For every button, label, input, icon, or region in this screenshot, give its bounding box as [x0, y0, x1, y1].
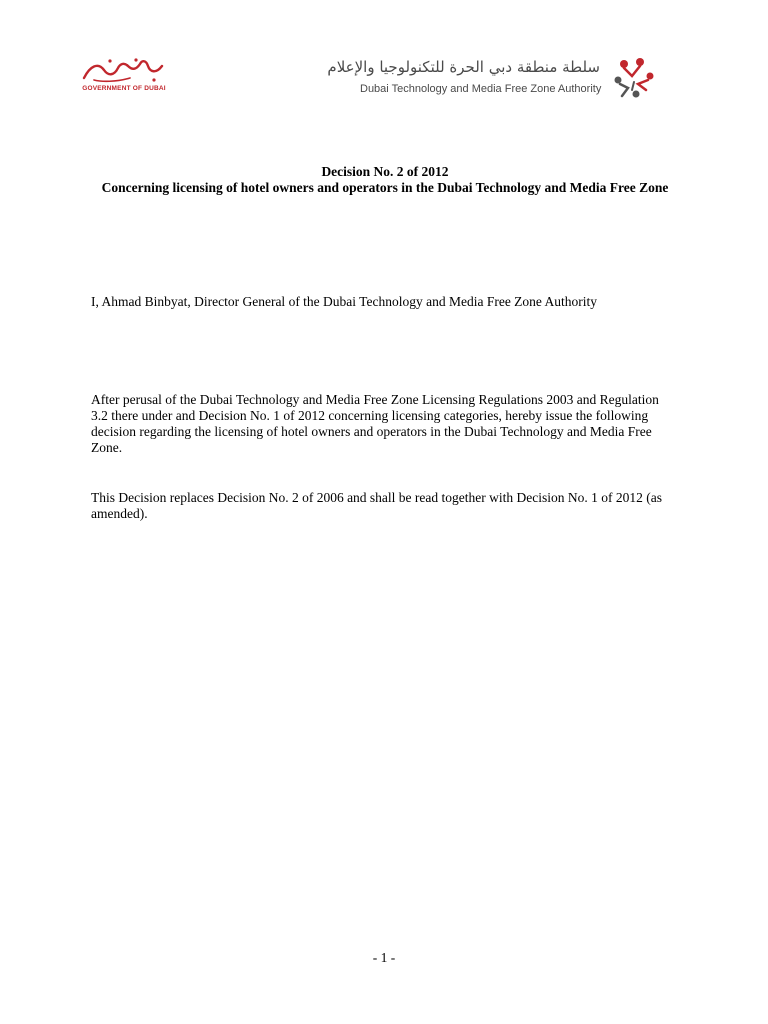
- government-of-dubai-calligraphy-icon: [80, 56, 166, 84]
- government-of-dubai-logo: [78, 56, 170, 96]
- dtmfz-authority-logo: [327, 54, 662, 104]
- replacement-line: This Decision replaces Decision No. 2 of 2006 and shall be read together with Decision No. 1 of 2012 (as: [91, 490, 662, 505]
- perusal-paragraph: [91, 392, 689, 456]
- preamble-paragraph: I, Ahmad Binbyat, Director General of the Dubai Technology and Media Free Zone Authority: [91, 294, 598, 309]
- page-number: - 1 -: [372, 950, 396, 965]
- perusal-line: After perusal of the Dubai Technology and Media Free Zone Licensing Regulations 2003 and Regulation: [91, 392, 659, 407]
- replacement-paragraph: [91, 490, 689, 522]
- authority-name-english: Dubai Technology and Media Free Zone Authority: [360, 83, 602, 95]
- decision-subject: Concerning licensing of hotel owners and operators in the Dubai Technology and Media Free Zone: [101, 180, 669, 195]
- replacement-line: amended).: [91, 506, 148, 521]
- authority-emblem-icon: [610, 54, 658, 104]
- government-of-dubai-caption: GOVERNMENT OF DUBAI: [82, 85, 166, 92]
- perusal-line: decision regarding the licensing of hotel owners and operators in the Dubai Technology and Media Free: [91, 424, 652, 439]
- perusal-line: 3.2 there under and Decision No. 1 of 2012 concerning licensing categories, hereby issue the following: [91, 408, 649, 423]
- decision-title: Decision No. 2 of 2012: [321, 164, 449, 179]
- perusal-line: Zone.: [91, 440, 123, 455]
- authority-name-arabic: سلطة منطقة دبي الحرة للتكنولوجيا والإعلام: [327, 58, 600, 76]
